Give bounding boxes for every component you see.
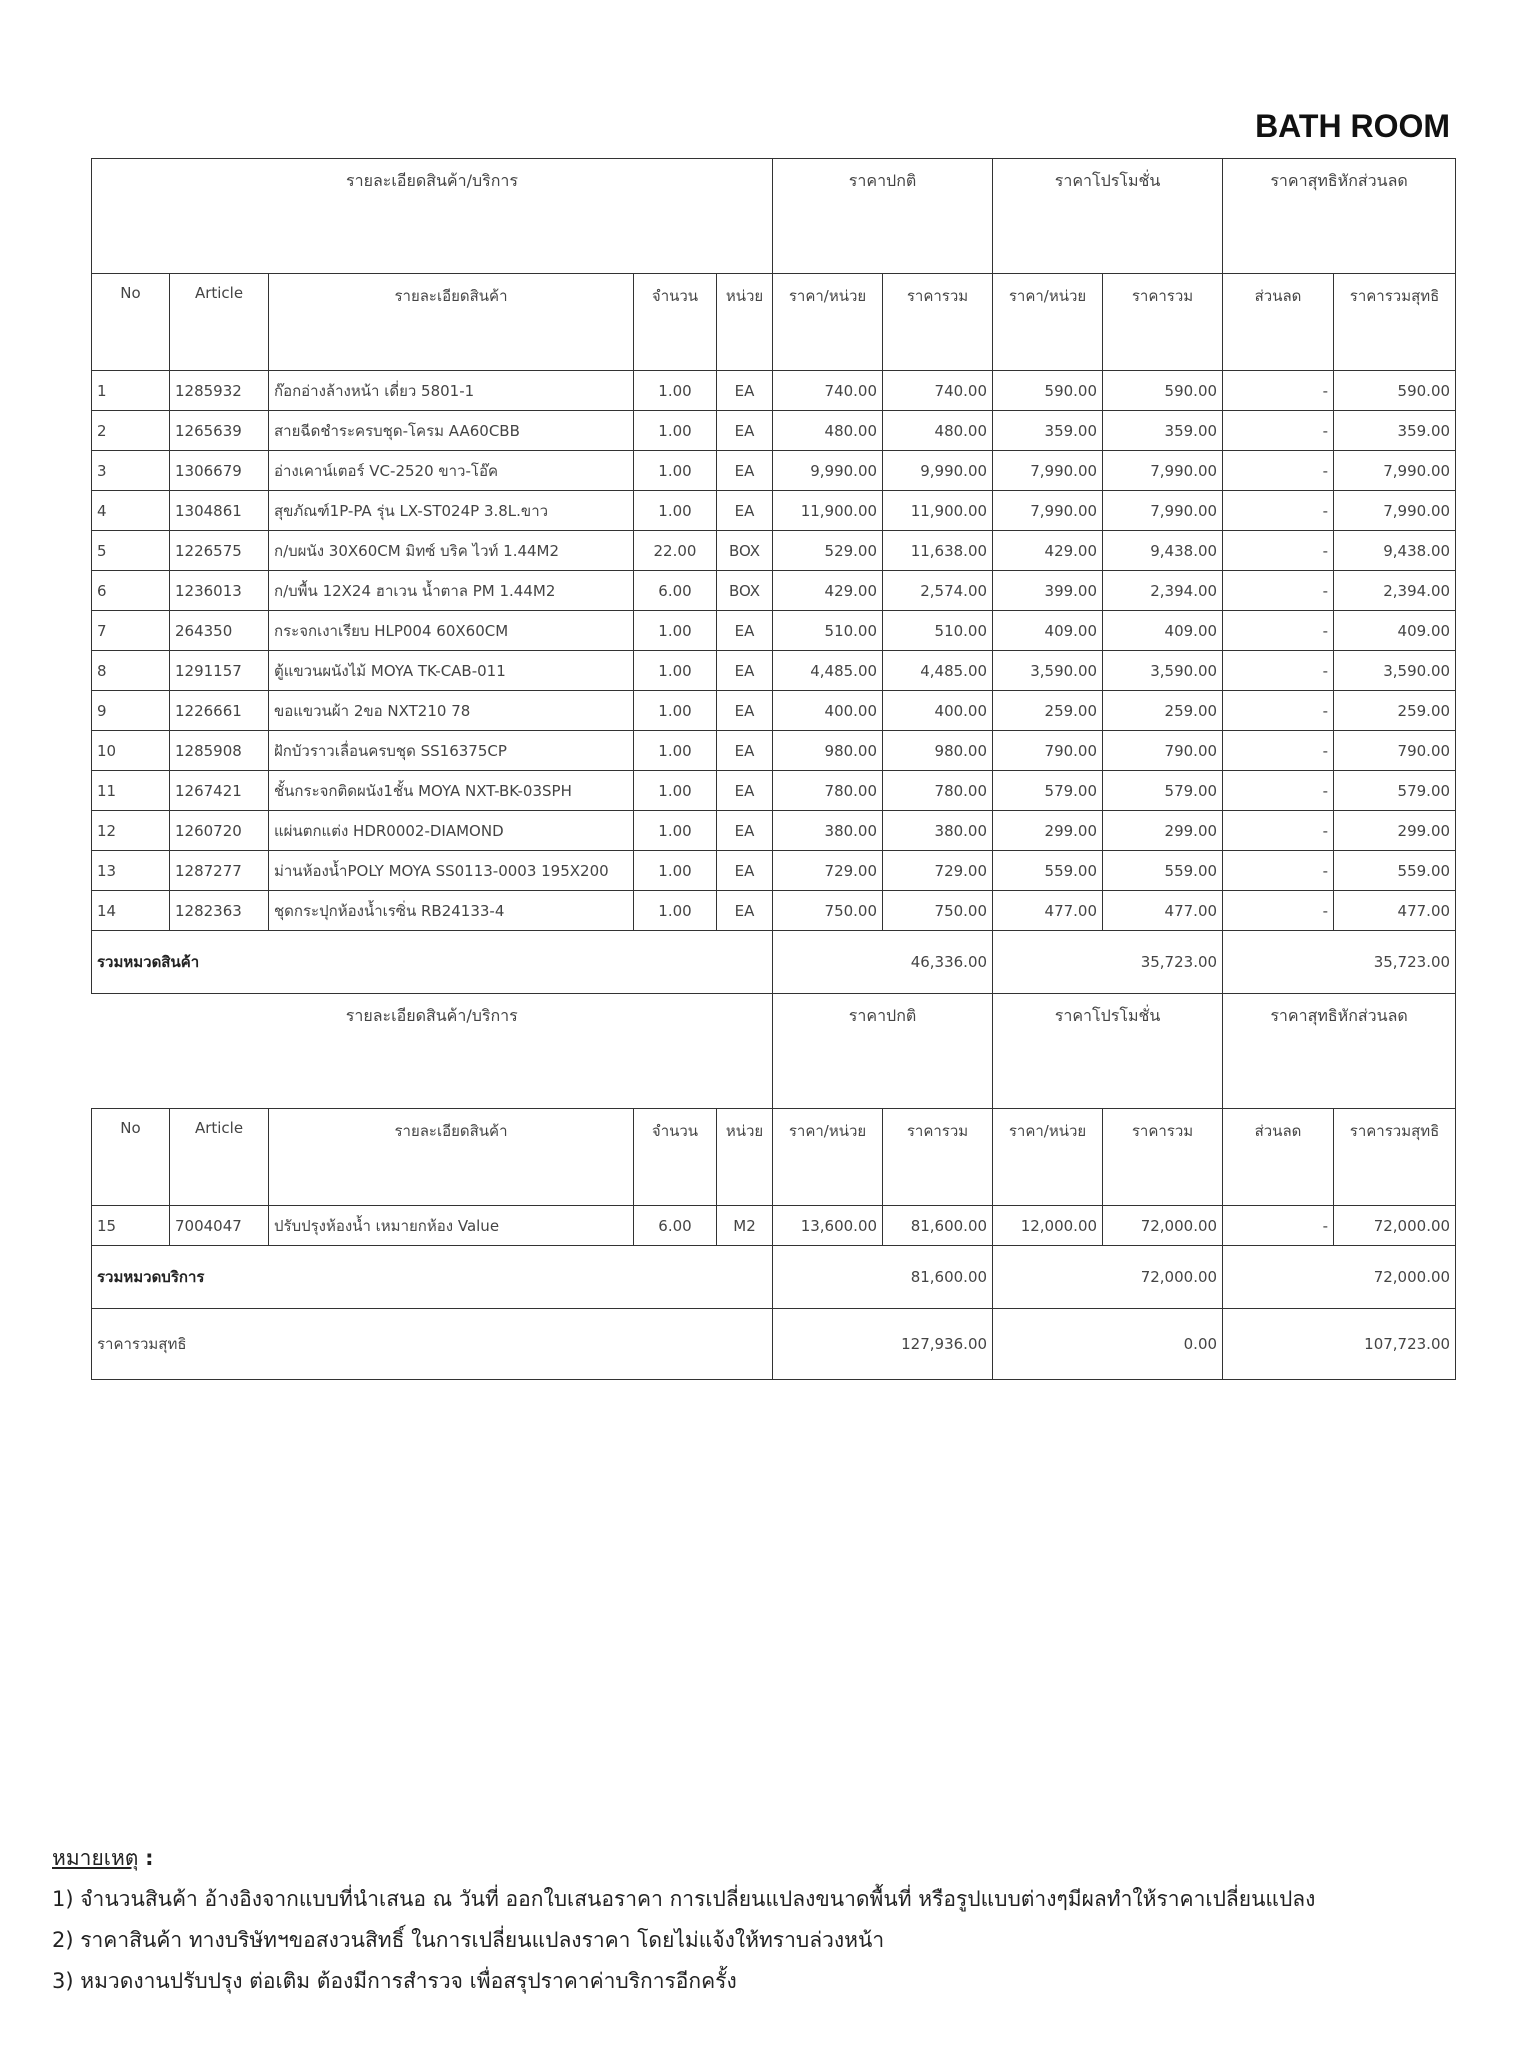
cell-normal-unit: 480.00 [773, 411, 883, 451]
col-desc: รายละเอียดสินค้า [269, 274, 634, 371]
cell-discount: - [1223, 851, 1334, 891]
cell-promo-unit: 790.00 [993, 731, 1103, 771]
cell-discount: - [1223, 611, 1334, 651]
cell-promo-total: 72,000.00 [1103, 1206, 1223, 1246]
cell-qty: 1.00 [634, 811, 717, 851]
cell-discount: - [1223, 531, 1334, 571]
cell-discount: - [1223, 1206, 1334, 1246]
cell-normal-unit: 980.00 [773, 731, 883, 771]
cell-net-total: 299.00 [1334, 811, 1456, 851]
cell-unit: EA [717, 411, 773, 451]
cell-unit: EA [717, 651, 773, 691]
grand-total-net: 107,723.00 [1223, 1309, 1456, 1380]
cell-article: 1287277 [170, 851, 269, 891]
cell-normal-unit: 510.00 [773, 611, 883, 651]
cell-promo-unit: 12,000.00 [993, 1206, 1103, 1246]
cell-qty: 6.00 [634, 571, 717, 611]
cell-desc: ก/บผนัง 30X60CM มิทซ์ บริค ไวท์ 1.44M2 [269, 531, 634, 571]
cell-net-total: 359.00 [1334, 411, 1456, 451]
cell-unit: BOX [717, 531, 773, 571]
service-col-promo-unit: ราคา/หน่วย [993, 1109, 1103, 1206]
cell-article: 1236013 [170, 571, 269, 611]
cell-promo-unit: 259.00 [993, 691, 1103, 731]
product-row [92, 771, 1456, 811]
product-summary-promo: 35,723.00 [993, 931, 1223, 994]
cell-article: 1226661 [170, 691, 269, 731]
cell-promo-total: 409.00 [1103, 611, 1223, 651]
cell-normal-unit: 380.00 [773, 811, 883, 851]
cell-article: 7004047 [170, 1206, 269, 1246]
cell-promo-unit: 590.00 [993, 371, 1103, 411]
cell-no: 9 [92, 691, 170, 731]
cell-qty: 1.00 [634, 451, 717, 491]
cell-no: 15 [92, 1206, 170, 1246]
cell-discount: - [1223, 651, 1334, 691]
cell-net-total: 259.00 [1334, 691, 1456, 731]
note-item: 1) จำนวนสินค้า อ้างอิงจากแบบที่นำเสนอ ณ วันที่ ออกใบเสนอราคา การเปลี่ยนแปลงขนาดพื้นที่ หรือรูปแบบต่างๆมีผลทำให้ราคาเปลี่ยนแปลง [52, 1887, 1316, 1911]
cell-net-total: 2,394.00 [1334, 571, 1456, 611]
cell-promo-unit: 477.00 [993, 891, 1103, 931]
cell-desc: ตู้แขวนผนังไม้ MOYA TK-CAB-011 [269, 651, 634, 691]
col-promo-unit: ราคา/หน่วย [993, 274, 1103, 371]
cell-normal-unit: 13,600.00 [773, 1206, 883, 1246]
page-title: BATH ROOM [1255, 108, 1450, 144]
cell-normal-total: 9,990.00 [883, 451, 993, 491]
cell-normal-total: 4,485.00 [883, 651, 993, 691]
service-summary-normal: 81,600.00 [773, 1246, 993, 1309]
cell-no: 13 [92, 851, 170, 891]
cell-net-total: 9,438.00 [1334, 531, 1456, 571]
cell-net-total: 409.00 [1334, 611, 1456, 651]
product-summary-net: 35,723.00 [1223, 931, 1456, 994]
service-col-normal-unit: ราคา/หน่วย [773, 1109, 883, 1206]
cell-promo-unit: 579.00 [993, 771, 1103, 811]
col-discount: ส่วนลด [1223, 274, 1334, 371]
cell-promo-total: 359.00 [1103, 411, 1223, 451]
service-col-desc: รายละเอียดสินค้า [269, 1109, 634, 1206]
service-col-discount: ส่วนลด [1223, 1109, 1334, 1206]
cell-unit: EA [717, 851, 773, 891]
cell-qty: 1.00 [634, 891, 717, 931]
notes-section [52, 1838, 1492, 2002]
cell-qty: 6.00 [634, 1206, 717, 1246]
cell-promo-total: 477.00 [1103, 891, 1223, 931]
cell-promo-unit: 429.00 [993, 531, 1103, 571]
grand-total-label: ราคารวมสุทธิ [92, 1309, 773, 1380]
cell-desc: ก/บพื้น 12X24 ฮาเวน น้ำตาล PM 1.44M2 [269, 571, 634, 611]
service-group-header-row [92, 994, 1456, 1109]
cell-no: 14 [92, 891, 170, 931]
cell-discount: - [1223, 811, 1334, 851]
cell-normal-total: 480.00 [883, 411, 993, 451]
cell-article: 1282363 [170, 891, 269, 931]
service-group-header-normal: ราคาปกติ [773, 994, 993, 1109]
cell-unit: EA [717, 891, 773, 931]
product-row [92, 891, 1456, 931]
cell-net-total: 477.00 [1334, 891, 1456, 931]
cell-no: 11 [92, 771, 170, 811]
cell-promo-unit: 399.00 [993, 571, 1103, 611]
service-group-header-promo: ราคาโปรโมชั่น [993, 994, 1223, 1109]
cell-qty: 1.00 [634, 371, 717, 411]
cell-net-total: 72,000.00 [1334, 1206, 1456, 1246]
col-qty: จำนวน [634, 274, 717, 371]
cell-discount: - [1223, 491, 1334, 531]
cell-promo-unit: 7,990.00 [993, 451, 1103, 491]
cell-net-total: 579.00 [1334, 771, 1456, 811]
product-summary-row [92, 931, 1456, 994]
col-normal-total: ราคารวม [883, 274, 993, 371]
service-summary-promo: 72,000.00 [993, 1246, 1223, 1309]
cell-no: 5 [92, 531, 170, 571]
cell-qty: 1.00 [634, 731, 717, 771]
cell-article: 1260720 [170, 811, 269, 851]
service-summary-net: 72,000.00 [1223, 1246, 1456, 1309]
cell-normal-total: 510.00 [883, 611, 993, 651]
service-col-qty: จำนวน [634, 1109, 717, 1206]
service-col-article: Article [170, 1109, 269, 1206]
product-summary-normal: 46,336.00 [773, 931, 993, 994]
cell-normal-total: 11,900.00 [883, 491, 993, 531]
cell-promo-total: 3,590.00 [1103, 651, 1223, 691]
service-row [92, 1206, 1456, 1246]
product-row [92, 451, 1456, 491]
cell-promo-unit: 7,990.00 [993, 491, 1103, 531]
cell-normal-unit: 11,900.00 [773, 491, 883, 531]
cell-promo-unit: 299.00 [993, 811, 1103, 851]
cell-unit: EA [717, 371, 773, 411]
product-row [92, 531, 1456, 571]
product-row [92, 371, 1456, 411]
cell-promo-unit: 409.00 [993, 611, 1103, 651]
cell-discount: - [1223, 411, 1334, 451]
grand-total-promo: 0.00 [993, 1309, 1223, 1380]
cell-promo-total: 299.00 [1103, 811, 1223, 851]
notes-heading-line: หมายเหตุ : [52, 1846, 154, 1870]
cell-article: 1265639 [170, 411, 269, 451]
cell-discount: - [1223, 891, 1334, 931]
cell-promo-total: 9,438.00 [1103, 531, 1223, 571]
cell-net-total: 590.00 [1334, 371, 1456, 411]
cell-normal-unit: 529.00 [773, 531, 883, 571]
service-rows [92, 1206, 1456, 1246]
cell-normal-total: 400.00 [883, 691, 993, 731]
col-net-total: ราคารวมสุทธิ [1334, 274, 1456, 371]
cell-normal-total: 980.00 [883, 731, 993, 771]
cell-qty: 1.00 [634, 691, 717, 731]
cell-promo-total: 559.00 [1103, 851, 1223, 891]
cell-discount: - [1223, 771, 1334, 811]
cell-normal-unit: 750.00 [773, 891, 883, 931]
service-col-no: No [92, 1109, 170, 1206]
col-unit: หน่วย [717, 274, 773, 371]
group-header-detail: รายละเอียดสินค้า/บริการ [92, 159, 773, 274]
cell-normal-unit: 9,990.00 [773, 451, 883, 491]
cell-unit: BOX [717, 571, 773, 611]
cell-unit: EA [717, 491, 773, 531]
product-row [92, 691, 1456, 731]
cell-qty: 1.00 [634, 411, 717, 451]
cell-promo-total: 579.00 [1103, 771, 1223, 811]
cell-article: 1285932 [170, 371, 269, 411]
cell-desc: ขอแขวนผ้า 2ขอ NXT210 78 [269, 691, 634, 731]
cell-desc: กระจกเงาเรียบ HLP004 60X60CM [269, 611, 634, 651]
product-rows [92, 371, 1456, 931]
cell-desc: ชุดกระปุกห้องน้ำเรซิ่น RB24133-4 [269, 891, 634, 931]
cell-promo-total: 790.00 [1103, 731, 1223, 771]
cell-unit: EA [717, 731, 773, 771]
product-row [92, 491, 1456, 531]
cell-net-total: 7,990.00 [1334, 491, 1456, 531]
cell-qty: 1.00 [634, 611, 717, 651]
cell-no: 7 [92, 611, 170, 651]
note-item: 3) หมวดงานปรับปรุง ต่อเติม ต้องมีการสำรวจ เพื่อสรุปราคาค่าบริการอีกครั้ง [52, 1969, 737, 1993]
cell-article: 1226575 [170, 531, 269, 571]
service-summary-label: รวมหมวดบริการ [92, 1246, 773, 1309]
notes-heading: หมายเหตุ [52, 1846, 139, 1870]
service-group-header-net: ราคาสุทธิหักส่วนลด [1223, 994, 1456, 1109]
group-header-row [92, 159, 1456, 274]
product-row [92, 731, 1456, 771]
cell-article: 264350 [170, 611, 269, 651]
cell-article: 1304861 [170, 491, 269, 531]
cell-no: 8 [92, 651, 170, 691]
product-summary-section [92, 931, 1456, 1206]
product-row [92, 611, 1456, 651]
cell-desc: อ่างเคาน์เตอร์ VC-2520 ขาว-โอ๊ค [269, 451, 634, 491]
cell-unit: M2 [717, 1206, 773, 1246]
cell-desc: ม่านห้องน้ำPOLY MOYA SS0113-0003 195X200 [269, 851, 634, 891]
service-col-net-total: ราคารวมสุทธิ [1334, 1109, 1456, 1206]
cell-promo-total: 2,394.00 [1103, 571, 1223, 611]
cell-no: 6 [92, 571, 170, 611]
cell-normal-total: 750.00 [883, 891, 993, 931]
cell-qty: 1.00 [634, 491, 717, 531]
product-row [92, 411, 1456, 451]
col-normal-unit: ราคา/หน่วย [773, 274, 883, 371]
grand-total-row [92, 1309, 1456, 1380]
cell-qty: 1.00 [634, 851, 717, 891]
column-header-row [92, 274, 1456, 371]
cell-article: 1306679 [170, 451, 269, 491]
product-row [92, 571, 1456, 611]
cell-unit: EA [717, 451, 773, 491]
group-header-net: ราคาสุทธิหักส่วนลด [1223, 159, 1456, 274]
cell-qty: 22.00 [634, 531, 717, 571]
cell-unit: EA [717, 811, 773, 851]
cell-no: 4 [92, 491, 170, 531]
cell-desc: แผ่นตกแต่ง HDR0002-DIAMOND [269, 811, 634, 851]
cell-normal-total: 740.00 [883, 371, 993, 411]
quotation-sheet [91, 158, 1455, 1380]
cell-no: 12 [92, 811, 170, 851]
cell-net-total: 790.00 [1334, 731, 1456, 771]
cell-desc: ปรับปรุงห้องน้ำ เหมายกห้อง Value [269, 1206, 634, 1246]
cell-normal-unit: 4,485.00 [773, 651, 883, 691]
quotation-table [91, 158, 1456, 1380]
cell-discount: - [1223, 451, 1334, 491]
cell-no: 2 [92, 411, 170, 451]
cell-promo-total: 590.00 [1103, 371, 1223, 411]
cell-desc: สุขภัณฑ์1P-PA รุ่น LX-ST024P 3.8L.ขาว [269, 491, 634, 531]
group-header-normal: ราคาปกติ [773, 159, 993, 274]
cell-no: 10 [92, 731, 170, 771]
cell-normal-unit: 400.00 [773, 691, 883, 731]
col-no: No [92, 274, 170, 371]
cell-desc: ฝักบัวราวเลื่อนครบชุด SS16375CP [269, 731, 634, 771]
cell-discount: - [1223, 571, 1334, 611]
cell-normal-unit: 429.00 [773, 571, 883, 611]
cell-promo-unit: 3,590.00 [993, 651, 1103, 691]
cell-discount: - [1223, 371, 1334, 411]
cell-promo-unit: 359.00 [993, 411, 1103, 451]
totals-section [92, 1246, 1456, 1380]
cell-unit: EA [717, 771, 773, 811]
cell-normal-total: 11,638.00 [883, 531, 993, 571]
group-header-promo: ราคาโปรโมชั่น [993, 159, 1223, 274]
cell-unit: EA [717, 691, 773, 731]
cell-normal-unit: 740.00 [773, 371, 883, 411]
cell-normal-unit: 780.00 [773, 771, 883, 811]
service-group-header-detail: รายละเอียดสินค้า/บริการ [92, 994, 773, 1109]
product-row [92, 651, 1456, 691]
cell-article: 1291157 [170, 651, 269, 691]
cell-qty: 1.00 [634, 651, 717, 691]
cell-net-total: 559.00 [1334, 851, 1456, 891]
cell-net-total: 7,990.00 [1334, 451, 1456, 491]
service-col-unit: หน่วย [717, 1109, 773, 1206]
cell-normal-total: 380.00 [883, 811, 993, 851]
products-section [92, 159, 1456, 371]
note-item: 2) ราคาสินค้า ทางบริษัทฯขอสงวนสิทธิ์ ในการเปลี่ยนแปลงราคา โดยไม่แจ้งให้ทราบล่วงหน้า [52, 1928, 885, 1952]
cell-desc: ก๊อกอ่างล้างหน้า เดี่ยว 5801-1 [269, 371, 634, 411]
grand-total-normal: 127,936.00 [773, 1309, 993, 1380]
cell-no: 3 [92, 451, 170, 491]
cell-qty: 1.00 [634, 771, 717, 811]
cell-unit: EA [717, 611, 773, 651]
col-promo-total: ราคารวม [1103, 274, 1223, 371]
product-row [92, 811, 1456, 851]
service-col-normal-total: ราคารวม [883, 1109, 993, 1206]
cell-article: 1267421 [170, 771, 269, 811]
cell-promo-total: 7,990.00 [1103, 451, 1223, 491]
col-article: Article [170, 274, 269, 371]
cell-desc: สายฉีดชำระครบชุด-โครม AA60CBB [269, 411, 634, 451]
cell-article: 1285908 [170, 731, 269, 771]
cell-net-total: 3,590.00 [1334, 651, 1456, 691]
cell-normal-total: 2,574.00 [883, 571, 993, 611]
service-column-header-row [92, 1109, 1456, 1206]
cell-normal-total: 81,600.00 [883, 1206, 993, 1246]
cell-discount: - [1223, 731, 1334, 771]
cell-promo-unit: 559.00 [993, 851, 1103, 891]
cell-normal-total: 780.00 [883, 771, 993, 811]
cell-normal-unit: 729.00 [773, 851, 883, 891]
cell-promo-total: 259.00 [1103, 691, 1223, 731]
service-summary-row [92, 1246, 1456, 1309]
cell-desc: ชั้นกระจกติดผนัง1ชั้น MOYA NXT-BK-03SPH [269, 771, 634, 811]
cell-no: 1 [92, 371, 170, 411]
service-col-promo-total: ราคารวม [1103, 1109, 1223, 1206]
cell-normal-total: 729.00 [883, 851, 993, 891]
cell-discount: - [1223, 691, 1334, 731]
cell-promo-total: 7,990.00 [1103, 491, 1223, 531]
product-row [92, 851, 1456, 891]
product-summary-label: รวมหมวดสินค้า [92, 931, 773, 994]
